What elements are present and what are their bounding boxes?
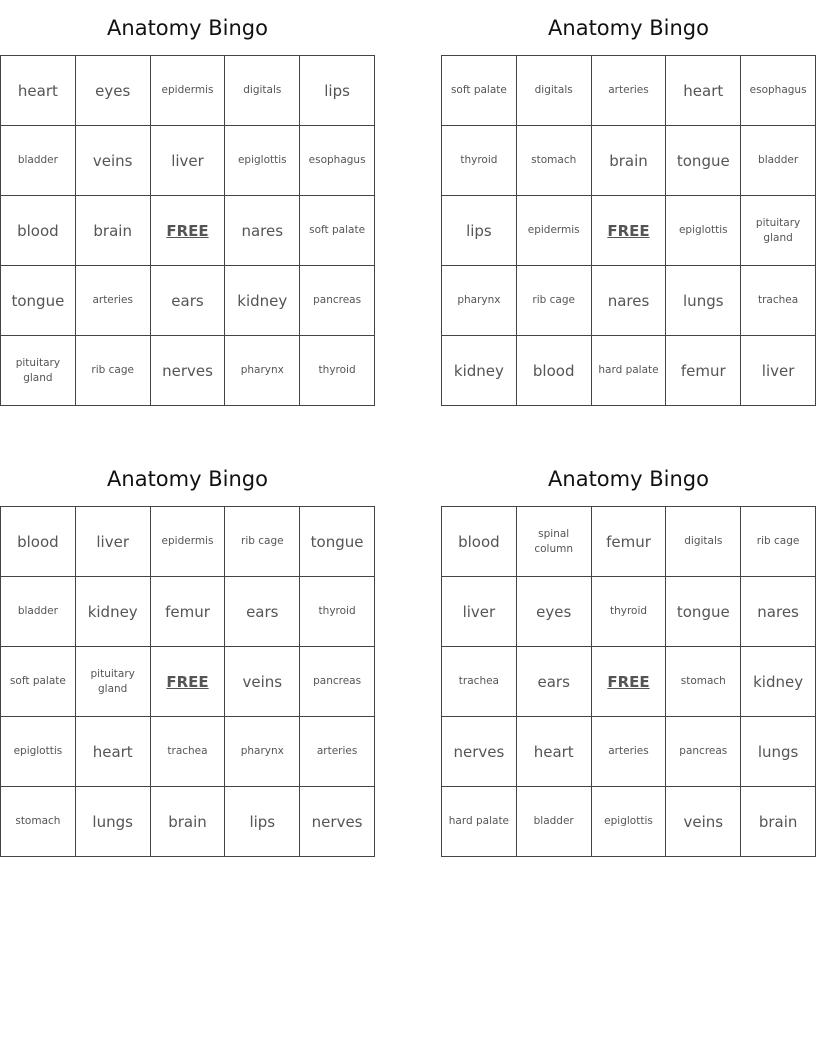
bingo-cell: liver [150, 126, 225, 196]
bingo-cell: thyroid [442, 126, 517, 196]
bingo-grid [0, 506, 375, 857]
bingo-grid [441, 55, 816, 406]
bingo-card-1 [0, 0, 375, 384]
bingo-cell: kidney [741, 647, 816, 717]
bingo-cell: hard palate [591, 336, 666, 406]
bingo-cell: nares [225, 196, 300, 266]
bingo-cell: epiglottis [666, 196, 741, 266]
card-title: Anatomy Bingo [548, 16, 709, 40]
bingo-cell: epidermis [150, 56, 225, 126]
free-space: FREE [150, 196, 225, 266]
bingo-cell: liver [75, 507, 150, 577]
bingo-cell: tongue [1, 266, 76, 336]
bingo-cell: brain [150, 787, 225, 857]
bingo-cell: digitals [516, 56, 591, 126]
free-space: FREE [150, 647, 225, 717]
bingo-cell: stomach [666, 647, 741, 717]
bingo-cell: epidermis [150, 507, 225, 577]
bingo-cell: digitals [225, 56, 300, 126]
bingo-cell: hard palate [442, 787, 517, 857]
bingo-cell: pancreas [666, 717, 741, 787]
bingo-cell: pituitary gland [741, 196, 816, 266]
bingo-cell: digitals [666, 507, 741, 577]
bingo-cell: rib cage [741, 507, 816, 577]
bingo-cell: nerves [300, 787, 375, 857]
card-title: Anatomy Bingo [107, 16, 268, 40]
bingo-cell: arteries [300, 717, 375, 787]
bingo-cell: ears [225, 577, 300, 647]
bingo-cell: stomach [1, 787, 76, 857]
bingo-cell: tongue [666, 577, 741, 647]
bingo-cell: epiglottis [1, 717, 76, 787]
bingo-cell: ears [516, 647, 591, 717]
bingo-cell: esophagus [741, 56, 816, 126]
bingo-cell: soft palate [1, 647, 76, 717]
bingo-cell: blood [1, 507, 76, 577]
bingo-cell: lungs [741, 717, 816, 787]
bingo-cell: brain [741, 787, 816, 857]
bingo-cell: tongue [666, 126, 741, 196]
bingo-grid [0, 55, 375, 406]
bingo-cell: lips [225, 787, 300, 857]
bingo-cell: epiglottis [591, 787, 666, 857]
bingo-cell: liver [442, 577, 517, 647]
bingo-cell: brain [75, 196, 150, 266]
bingo-cell: spinal column [516, 507, 591, 577]
bingo-cell: pancreas [300, 266, 375, 336]
bingo-cell: pharynx [225, 336, 300, 406]
bingo-cell: veins [666, 787, 741, 857]
card-title: Anatomy Bingo [548, 467, 709, 491]
bingo-card-3 [0, 451, 375, 831]
bingo-cell: nares [741, 577, 816, 647]
bingo-cell: lungs [666, 266, 741, 336]
bingo-cell: pancreas [300, 647, 375, 717]
bingo-cell: esophagus [300, 126, 375, 196]
bingo-cell: blood [442, 507, 517, 577]
bingo-cell: thyroid [300, 336, 375, 406]
bingo-cell: rib cage [75, 336, 150, 406]
bingo-cell: kidney [225, 266, 300, 336]
bingo-cell: kidney [75, 577, 150, 647]
bingo-cell: blood [516, 336, 591, 406]
bingo-grid [441, 506, 816, 857]
bingo-cell: eyes [75, 56, 150, 126]
bingo-cell: brain [591, 126, 666, 196]
bingo-cell: lips [442, 196, 517, 266]
bingo-cell: ears [150, 266, 225, 336]
bingo-cell: arteries [591, 717, 666, 787]
bingo-cell: bladder [741, 126, 816, 196]
bingo-cell: bladder [1, 126, 76, 196]
bingo-cell: soft palate [300, 196, 375, 266]
bingo-cell: arteries [591, 56, 666, 126]
bingo-cell: nerves [150, 336, 225, 406]
bingo-cell: blood [1, 196, 76, 266]
bingo-cell: trachea [150, 717, 225, 787]
bingo-cell: veins [225, 647, 300, 717]
bingo-cell: pharynx [442, 266, 517, 336]
bingo-cell: trachea [741, 266, 816, 336]
bingo-cell: epiglottis [225, 126, 300, 196]
bingo-cell: trachea [442, 647, 517, 717]
bingo-card-2 [441, 0, 816, 380]
bingo-cell: stomach [516, 126, 591, 196]
bingo-cell: lungs [75, 787, 150, 857]
bingo-cell: nares [591, 266, 666, 336]
bingo-cell: eyes [516, 577, 591, 647]
bingo-cell: pituitary gland [1, 336, 76, 406]
bingo-cell: arteries [75, 266, 150, 336]
bingo-card-4 [441, 451, 816, 831]
bingo-cell: heart [75, 717, 150, 787]
bingo-cell: lips [300, 56, 375, 126]
bingo-cell: bladder [516, 787, 591, 857]
bingo-cell: kidney [442, 336, 517, 406]
bingo-cell: thyroid [300, 577, 375, 647]
bingo-cell: pharynx [225, 717, 300, 787]
bingo-cell: bladder [1, 577, 76, 647]
bingo-cell: rib cage [516, 266, 591, 336]
bingo-cell: pituitary gland [75, 647, 150, 717]
bingo-cell: heart [1, 56, 76, 126]
bingo-cell: heart [666, 56, 741, 126]
bingo-cell: tongue [300, 507, 375, 577]
bingo-cell: femur [591, 507, 666, 577]
free-space: FREE [591, 647, 666, 717]
bingo-cell: thyroid [591, 577, 666, 647]
bingo-cell: epidermis [516, 196, 591, 266]
bingo-cell: rib cage [225, 507, 300, 577]
bingo-cell: heart [516, 717, 591, 787]
card-title: Anatomy Bingo [107, 467, 268, 491]
bingo-cell: veins [75, 126, 150, 196]
bingo-cell: femur [666, 336, 741, 406]
free-space: FREE [591, 196, 666, 266]
bingo-cell: femur [150, 577, 225, 647]
bingo-cell: soft palate [442, 56, 517, 126]
bingo-cell: liver [741, 336, 816, 406]
bingo-cell: nerves [442, 717, 517, 787]
